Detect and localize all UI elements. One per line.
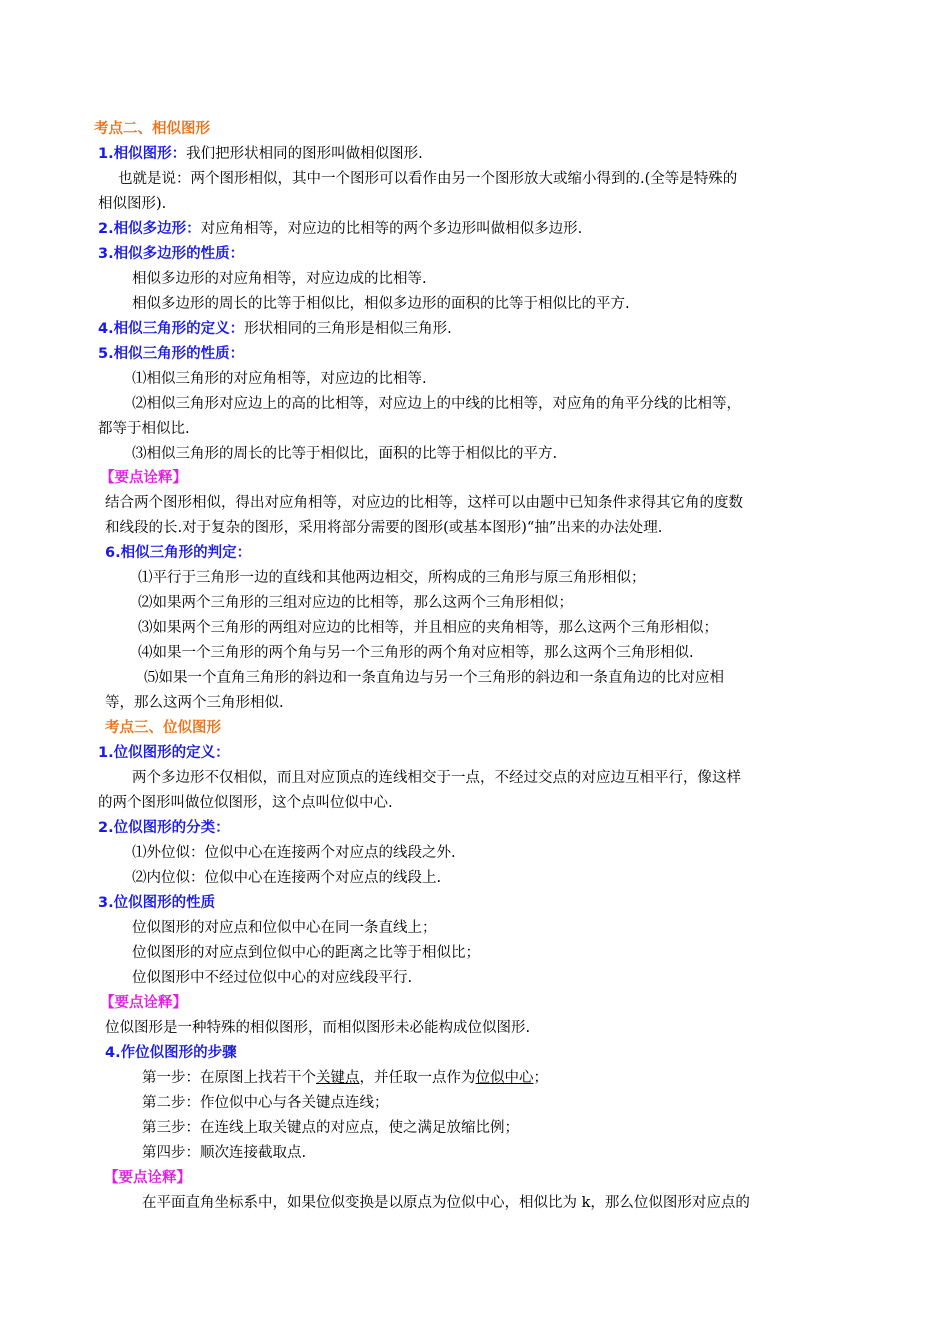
key-point-note-label-3: 【要点诠释】 (104, 1170, 191, 1186)
homothetic-definition-text: 两个多边形不仅相似，而且对应顶点的连线相交于一点，不经过交点的对应边互相平行，像这样 (132, 770, 741, 786)
classification-external: ⑴外位似：位似中心在连接两个对应点的线段之外. (132, 845, 456, 861)
criterion-4: ⑷如果一个三角形的两个角与另一个三角形的两个角对应相等，那么这两个三角形相似. (138, 645, 694, 661)
step-3: 第三步：在连线上取关键点的对应点，使之满足放缩比例； (142, 1120, 519, 1136)
step-2: 第二步：作位似中心与各关键点连线； (142, 1095, 389, 1111)
item-construction-steps: 4.作位似图形的步骤 (105, 1045, 237, 1061)
criterion-3: ⑶如果两个三角形的两组对应边的比相等，并且相应的夹角相等，那么这两个三角形相似； (138, 620, 718, 636)
section-title-2: 考点二、相似图形 (94, 121, 210, 137)
item-similar-polygons: 2.相似多边形：对应角相等，对应边的比相等的两个多边形叫做相似多边形. (98, 221, 583, 237)
key-point-note-text-3: 在平面直角坐标系中，如果位似变换是以原点为位似中心，相似比为 k，那么位似图形对应点的 (142, 1195, 750, 1211)
classification-internal: ⑵内位似：位似中心在连接两个对应点的线段上. (132, 870, 442, 886)
key-point-note-label-2: 【要点诠释】 (100, 995, 187, 1011)
item-similar-figures-note-cont: 相似图形). (98, 196, 167, 212)
homothetic-property-1: 位似图形的对应点和位似中心在同一条直线上； (132, 920, 437, 936)
item-polygon-properties: 3.相似多边形的性质： (98, 246, 245, 262)
item-homothetic-properties: 3.位似图形的性质 (98, 895, 216, 911)
triangle-property-1: ⑴相似三角形的对应角相等，对应边的比相等. (132, 371, 427, 387)
key-points-term: 关键点 (316, 1070, 360, 1086)
item-similar-figures-note: 也就是说：两个图形相似，其中一个图形可以看作由另一个图形放大或缩小得到的.(全等是特殊的 (118, 171, 738, 187)
section-title-3: 考点三、位似图形 (105, 720, 221, 736)
criterion-1: ⑴平行于三角形一边的直线和其他两边相交，所构成的三角形与原三角形相似； (138, 570, 646, 586)
item-similar-figures: 1.相似图形：我们把形状相同的图形叫做相似图形. (98, 146, 423, 162)
criterion-5: ⑸如果一个直角三角形的斜边和一条直角边与另一个三角形的斜边和一条直角边的比对应相 (144, 670, 724, 686)
item-homothetic-definition: 1.位似图形的定义： (98, 745, 230, 761)
polygon-property-1: 相似多边形的对应角相等，对应边成的比相等. (132, 271, 427, 287)
criterion-2: ⑵如果两个三角形的三组对应边的比相等，那么这两个三角形相似； (138, 595, 573, 611)
homothetic-property-3: 位似图形中不经过位似中心的对应线段平行. (132, 970, 413, 986)
key-point-note-text: 结合两个图形相似，得出对应角相等，对应边的比相等，这样可以由题中已知条件求得其它角的度数 (105, 495, 743, 511)
key-point-note-label: 【要点诠释】 (100, 470, 187, 486)
polygon-property-2: 相似多边形的周长的比等于相似比，相似多边形的面积的比等于相似比的平方. (132, 296, 630, 312)
criterion-5-cont: 等，那么这两个三角形相似. (105, 695, 284, 711)
homothetic-center-term: 位似中心 (475, 1070, 534, 1086)
homothetic-definition-text-cont: 的两个图形叫做位似图形，这个点叫位似中心. (98, 795, 393, 811)
triangle-property-3: ⑶相似三角形的周长的比等于相似比，面积的比等于相似比的平方. (132, 446, 558, 462)
key-point-note-text-cont: 和线段的长.对于复杂的图形，采用将部分需要的图形(或基本图形)“抽”出来的办法处理. (105, 520, 663, 536)
item-triangle-definition: 4.相似三角形的定义：形状相同的三角形是相似三角形. (98, 321, 452, 337)
item-triangle-properties: 5.相似三角形的性质： (98, 346, 245, 362)
step-4: 第四步：顺次连接截取点. (142, 1145, 307, 1161)
triangle-property-2: ⑵相似三角形对应边上的高的比相等，对应边上的中线的比相等，对应角的角平分线的比相等， (132, 396, 741, 412)
key-point-note-text-2: 位似图形是一种特殊的相似图形，而相似图形未必能构成位似图形. (105, 1020, 531, 1036)
step-1: 第一步：在原图上找若干个关键点，并任取一点作为位似中心； (142, 1070, 548, 1086)
homothetic-property-2: 位似图形的对应点到位似中心的距离之比等于相似比； (132, 945, 480, 961)
item-homothetic-classification: 2.位似图形的分类： (98, 820, 230, 836)
triangle-property-2-cont: 都等于相似比. (98, 421, 190, 437)
item-triangle-criteria: 6.相似三角形的判定： (105, 545, 252, 561)
